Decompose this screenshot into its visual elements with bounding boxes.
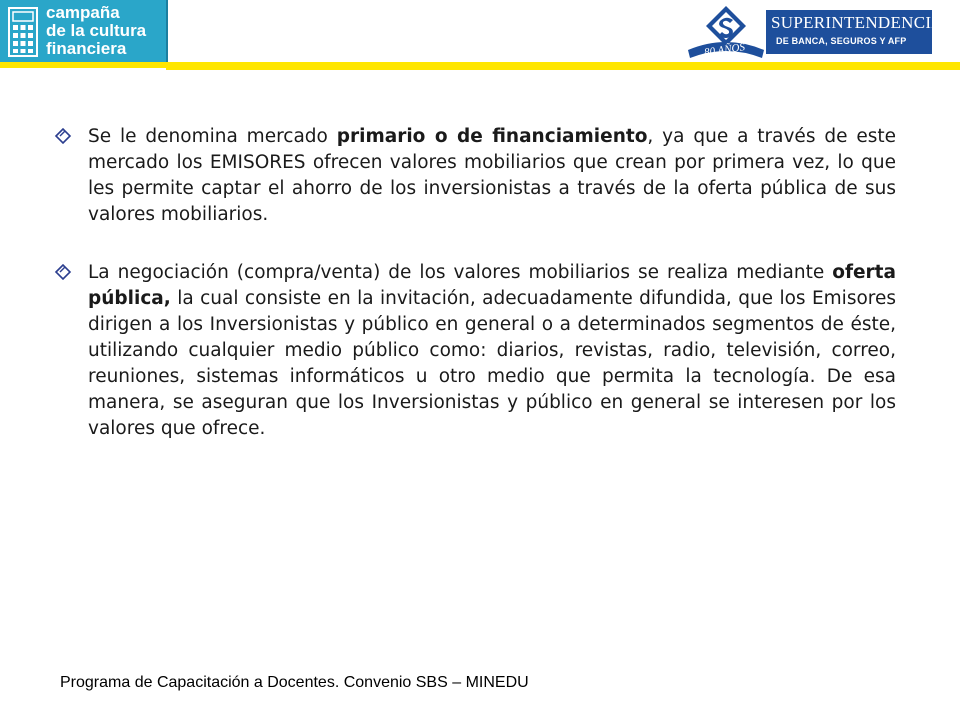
- bullet-2-before: La negociación (compra/venta) de los valores mobiliarios se realiza mediante: [88, 262, 833, 283]
- bullet-2-bold: oferta pública,: [88, 262, 896, 309]
- footer-text: Programa de Capacitación a Docentes. Convenio SBS – MINEDU: [60, 674, 529, 691]
- sbs-logo-text: [766, 10, 944, 54]
- calculator-icon: [8, 7, 38, 57]
- campaign-line-2: de la cultura: [46, 21, 147, 40]
- campaign-line-1: campaña: [46, 3, 120, 22]
- org-title: SUPERINTENDENCIA: [771, 13, 944, 32]
- header-accent-bar: [166, 62, 960, 70]
- campaign-logo: [0, 0, 168, 64]
- campaign-line-3: financiera: [46, 39, 127, 58]
- header: [0, 0, 960, 68]
- bullet-2-after: la cual consiste en la invitación, adecuadamente difundida, que los Emisores dirigen a los Inversionistas y público en general o a determinados segmentos de éste, utilizando cualquier medio público como: diarios, revistas, radio, televisión, correo, reuniones, sistemas informáticos u otro medio que permita la tecnología. De esa manera, se aseguran que los Inversionistas y público en general se interesen por los valores que ofrece.: [88, 288, 896, 439]
- bullet-1-before: Se le denomina mercado: [88, 126, 337, 147]
- bullet-text-2: [88, 260, 896, 442]
- bullet-1-after: , ya que a través de este mercado los EMISORES ofrecen valores mobiliarios que crean por primera vez, lo que les permite captar el ahorro de los inversionistas a través de la oferta pública de sus valores mobiliarios.: [88, 126, 896, 225]
- header-accent-bar-left: [0, 62, 166, 68]
- diamond-bullet-icon: [52, 264, 76, 280]
- anniversary-label: 80 AÑOS: [703, 41, 746, 59]
- org-subtitle: DE BANCA, SEGUROS Y AFP: [776, 36, 907, 46]
- bullet-text-1: [88, 124, 896, 228]
- diamond-bullet-icon: [52, 128, 76, 144]
- campaign-text: [46, 4, 146, 58]
- bullet-1-bold: primario o de financiamiento: [336, 126, 648, 147]
